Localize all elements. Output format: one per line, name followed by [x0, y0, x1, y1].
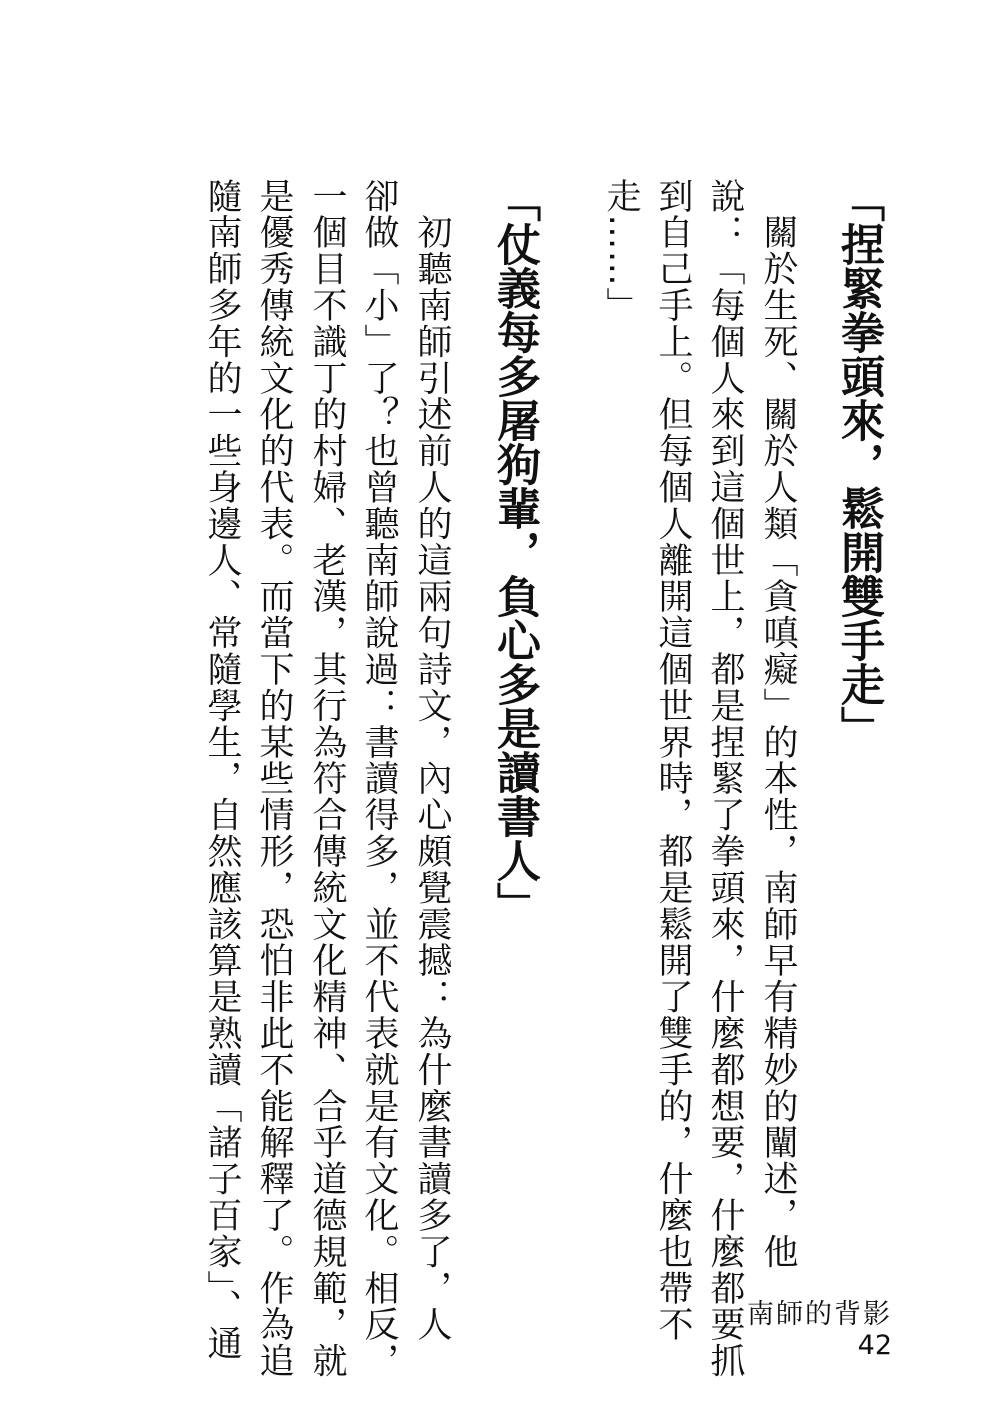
- body-line: 關於生死、關於人類「貪嗔癡」的本性，南師早有精妙的闡述，他: [758, 178, 798, 1270]
- body-line: 卻做「小」了？也曾聽南師說過：書讀得多，並不代表就是有文化。相反，: [359, 178, 399, 1380]
- section-heading: 「仗義每多屠狗輩，負心多是讀書人」: [489, 178, 540, 926]
- page-number: 42: [857, 1330, 892, 1361]
- body-line: 說：「每個人來到這個世上，都是捏緊了拳頭來，什麼都想要，什麼都要抓: [705, 178, 745, 1380]
- body-line: 走……」: [601, 178, 641, 324]
- section-heading: 「捏緊拳頭來，鬆開雙手走」: [833, 178, 884, 750]
- body-line: 到自己手上。但每個人離開這個世界時，都是鬆開了雙手的，什麼也帶不: [653, 178, 693, 1343]
- running-title: 南師的背影: [747, 1299, 892, 1330]
- body-line: 是優秀傳統文化的代表。而當下的某些情形，恐怕非此不能解釋了。作為追: [254, 178, 294, 1380]
- body-line: 初聽南師引述前人的這兩句詩文，內心頗覺震撼：為什麼書讀多了，人: [412, 178, 452, 1343]
- body-line: 隨南師多年的一些身邊人、常隨學生，自然應該算是熟讀「諸子百家」、通: [202, 178, 242, 1362]
- body-line: 一個目不識丁的村婦、老漢，其行為符合傳統文化精神、合乎道德規範，就: [307, 178, 347, 1380]
